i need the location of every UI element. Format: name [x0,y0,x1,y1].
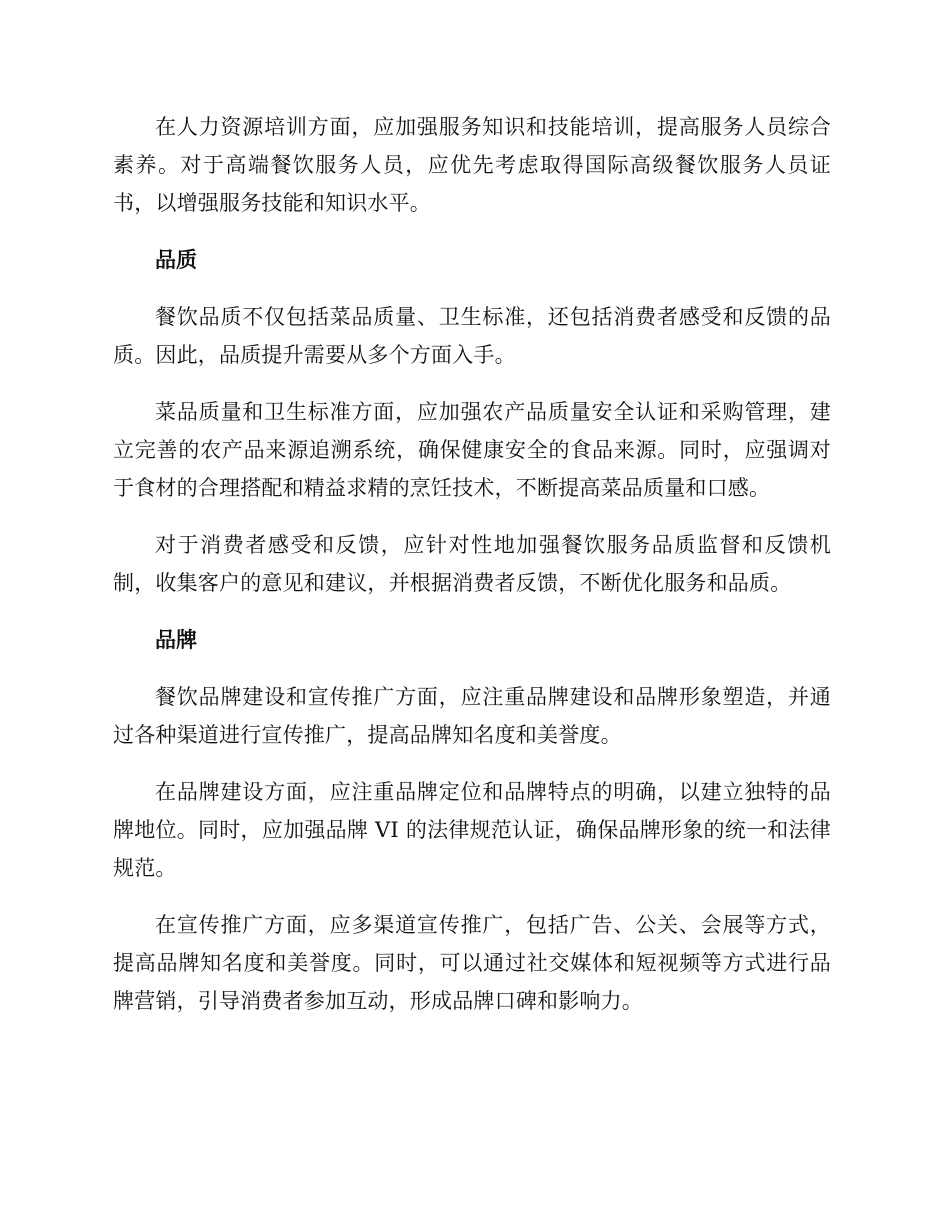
document-body [113,108,831,1039]
section-heading-quality: 品质 [155,247,197,272]
paragraph-brand-promotion: 在宣传推广方面，应多渠道宣传推广，包括广告、公关、会展等方式，提高品牌知名度和美誉度。同时，可以通过社交媒体和短视频等方式进行品牌营销，引导消费者参加互动，形成品牌口碑和影响力。 [113,913,831,1013]
paragraph-customer-feedback: 对于消费者感受和反馈，应针对性地加强餐饮服务品质监督和反馈机制，收集客户的意见和建议，并根据消费者反馈，不断优化服务和品质。 [113,533,831,595]
paragraph-brand-building: 在品牌建设方面，应注重品牌定位和品牌特点的明确，以建立独特的品牌地位。同时，应加强品牌 VI 的法律规范认证，确保品牌形象的统一和法律规范。 [113,780,831,880]
paragraph-food-quality: 菜品质量和卫生标准方面，应加强农产品质量安全认证和采购管理，建立完善的农产品来源追溯系统，确保健康安全的食品来源。同时，应强调对于食材的合理搭配和精益求精的烹饪技术，不断提高菜品质量和口感。 [113,400,831,500]
paragraph-staff-training: 在人力资源培训方面，应加强服务知识和技能培训，提高服务人员综合素养。对于高端餐饮服务人员，应优先考虑取得国际高级餐饮服务人员证书，以增强服务技能和知识水平。 [113,115,831,215]
section-heading-brand: 品牌 [155,627,197,652]
paragraph-quality-intro: 餐饮品质不仅包括菜品质量、卫生标准，还包括消费者感受和反馈的品质。因此，品质提升需要从多个方面入手。 [113,305,831,367]
paragraph-brand-intro: 餐饮品牌建设和宣传推广方面，应注重品牌建设和品牌形象塑造，并通过各种渠道进行宣传推广，提高品牌知名度和美誉度。 [113,685,831,747]
